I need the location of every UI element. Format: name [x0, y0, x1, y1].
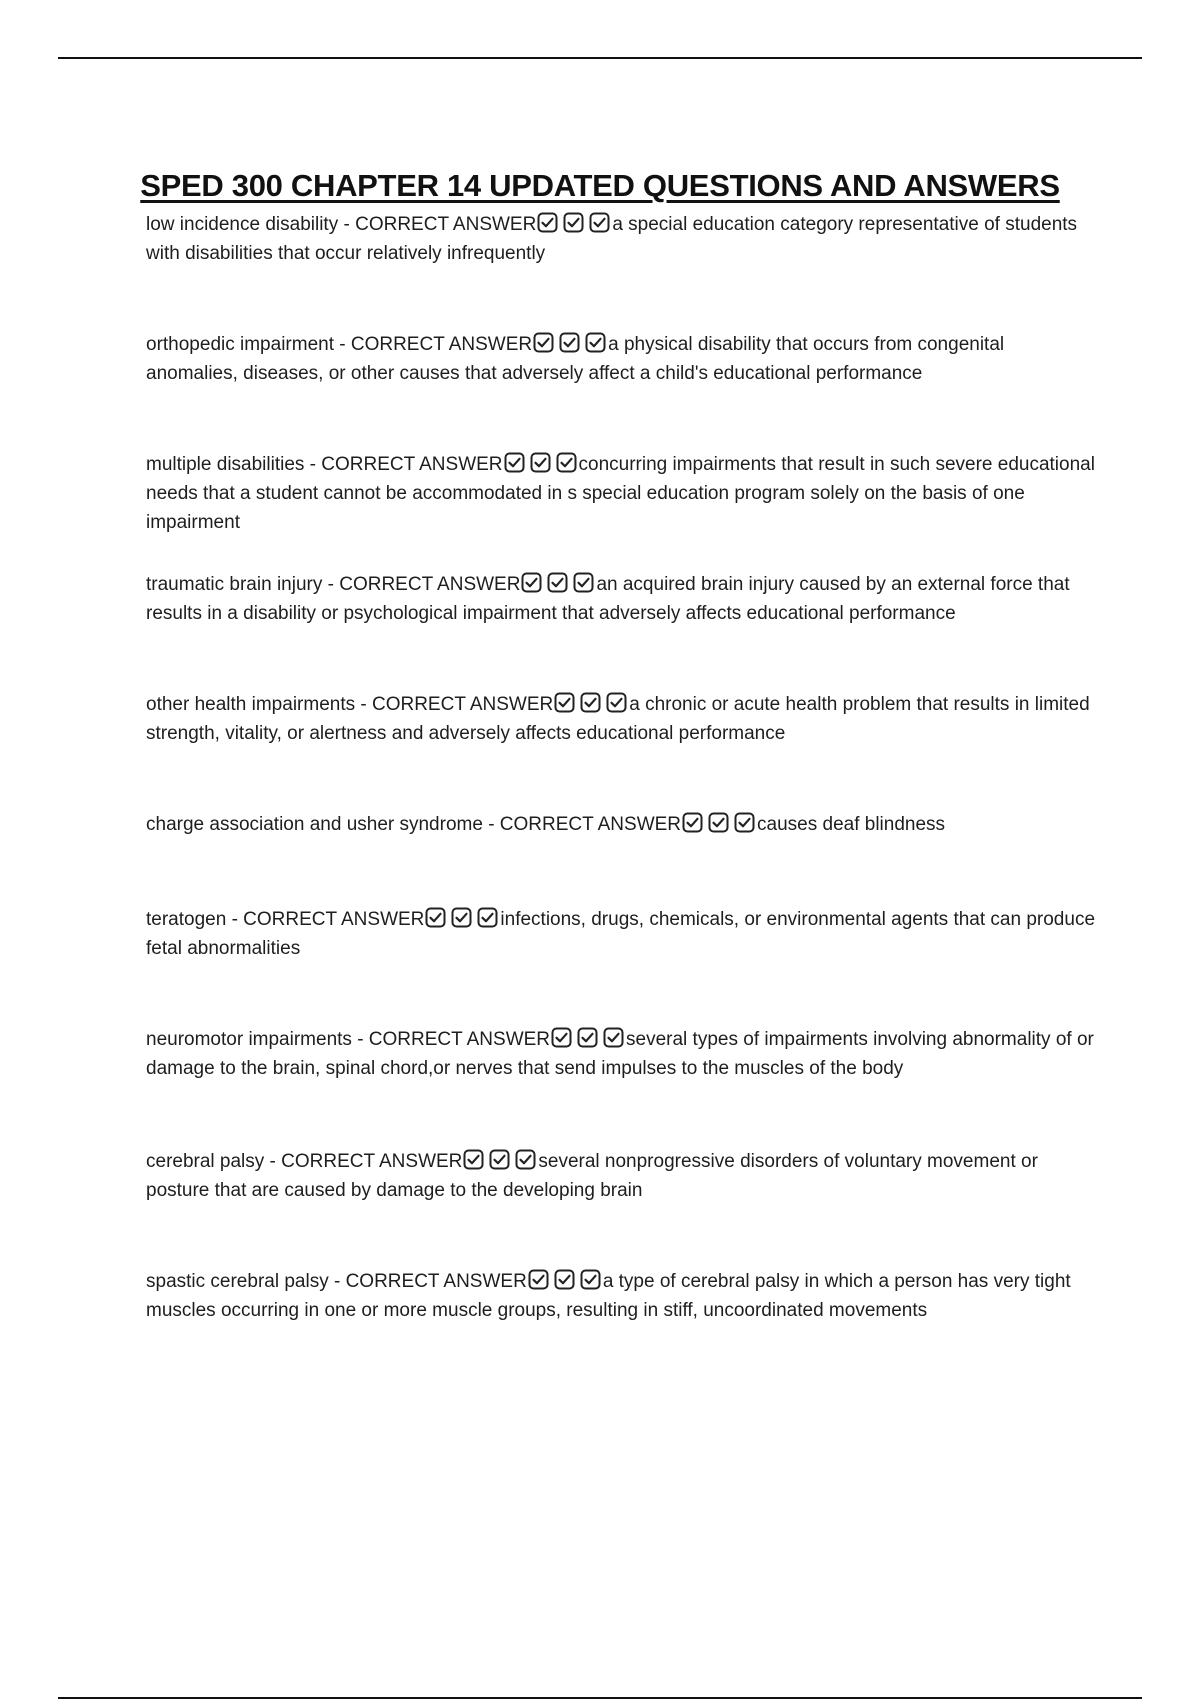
checkbox-checked-icon: [521, 572, 542, 593]
qa-item: [146, 450, 1096, 537]
top-rule: [58, 57, 1142, 59]
answer-label: - CORRECT ANSWER: [355, 694, 554, 715]
check-marks: [554, 692, 627, 713]
checkbox-checked-icon: [556, 452, 577, 473]
qa-list: [146, 210, 1096, 1325]
checkbox-checked-icon: [425, 907, 446, 928]
qa-item: [146, 905, 1096, 963]
answer-label: - CORRECT ANSWER: [304, 454, 503, 475]
qa-item: [146, 1147, 1096, 1205]
term: low incidence disability: [146, 214, 339, 235]
checkbox-checked-icon: [528, 1269, 549, 1290]
term: traumatic brain injury: [146, 574, 323, 595]
check-marks: [425, 907, 498, 928]
answer: infections, drugs, chemicals, or environmental agents that can produce fetal abnormalities: [146, 909, 1096, 959]
check-marks: [537, 212, 610, 233]
check-marks: [521, 572, 594, 593]
checkbox-checked-icon: [734, 812, 755, 833]
checkbox-checked-icon: [551, 1027, 572, 1048]
checkbox-checked-icon: [580, 692, 601, 713]
term: spastic cerebral palsy: [146, 1271, 329, 1292]
checkbox-checked-icon: [606, 692, 627, 713]
term: cerebral palsy: [146, 1151, 265, 1172]
qa-item: [146, 210, 1096, 268]
answer: several types of impairments involving abnormality of or damage to the brain, spinal chord,or nerves that send impulses to the muscles of the body: [146, 1029, 1094, 1079]
qa-item: [146, 570, 1096, 628]
checkbox-checked-icon: [585, 332, 606, 353]
qa-item: [146, 330, 1096, 388]
checkbox-checked-icon: [477, 907, 498, 928]
bottom-rule: [58, 1697, 1142, 1699]
answer: an acquired brain injury caused by an external force that results in a disability or psychological impairment that adversely affects educational performance: [146, 574, 1070, 624]
answer: causes deaf blindness: [757, 814, 946, 835]
checkbox-checked-icon: [463, 1149, 484, 1170]
checkbox-checked-icon: [451, 907, 472, 928]
answer: a type of cerebral palsy in which a person has very tight muscles occurring in one or more muscle groups, resulting in stiff, uncoordinated movements: [146, 1271, 1071, 1321]
checkbox-checked-icon: [573, 572, 594, 593]
checkbox-checked-icon: [547, 572, 568, 593]
check-marks: [551, 1027, 624, 1048]
answer: a chronic or acute health problem that results in limited strength, vitality, or alertness and adversely affects educational performance: [146, 694, 1090, 744]
checkbox-checked-icon: [682, 812, 703, 833]
checkbox-checked-icon: [515, 1149, 536, 1170]
answer-label: - CORRECT ANSWER: [264, 1151, 463, 1172]
term: teratogen: [146, 909, 227, 930]
answer: concurring impairments that result in such severe educational needs that a student cannot be accommodated in s special education program solely on the basis of one impairment: [146, 454, 1095, 533]
checkbox-checked-icon: [530, 452, 551, 473]
answer-label: - CORRECT ANSWER: [338, 214, 537, 235]
term: charge association and usher syndrome: [146, 814, 483, 835]
checkbox-checked-icon: [554, 1269, 575, 1290]
term: orthopedic impairment: [146, 334, 334, 355]
answer-label: - CORRECT ANSWER: [226, 909, 425, 930]
checkbox-checked-icon: [533, 332, 554, 353]
answer-label: - CORRECT ANSWER: [328, 1271, 527, 1292]
checkbox-checked-icon: [577, 1027, 598, 1048]
term: other health impairments: [146, 694, 356, 715]
checkbox-checked-icon: [603, 1027, 624, 1048]
checkbox-checked-icon: [563, 212, 584, 233]
term: neuromotor impairments: [146, 1029, 352, 1050]
qa-item: [146, 810, 1096, 839]
check-marks: [504, 452, 577, 473]
page-title: SPED 300 CHAPTER 14 UPDATED QUESTIONS AND ANSWERS: [140, 167, 1060, 203]
checkbox-checked-icon: [708, 812, 729, 833]
answer: a physical disability that occurs from congenital anomalies, diseases, or other causes that adversely affect a child's educational performance: [146, 334, 1005, 384]
answer-label: - CORRECT ANSWER: [482, 814, 682, 835]
answer-label: - CORRECT ANSWER: [351, 1029, 551, 1050]
checkbox-checked-icon: [559, 332, 580, 353]
term: multiple disabilities: [146, 454, 305, 475]
checkbox-checked-icon: [554, 692, 575, 713]
qa-item: [146, 1267, 1096, 1325]
answer-label: - CORRECT ANSWER: [333, 334, 533, 355]
checkbox-checked-icon: [580, 1269, 601, 1290]
check-marks: [682, 812, 755, 833]
checkbox-checked-icon: [589, 212, 610, 233]
checkbox-checked-icon: [489, 1149, 510, 1170]
answer: several nonprogressive disorders of voluntary movement or posture that are caused by damage to the developing brain: [146, 1151, 1038, 1201]
check-marks: [463, 1149, 536, 1170]
answer: a special education category representative of students with disabilities that occur relatively infrequently: [146, 214, 1078, 264]
qa-item: [146, 1025, 1096, 1083]
qa-item: [146, 690, 1096, 748]
check-marks: [533, 332, 606, 353]
checkbox-checked-icon: [504, 452, 525, 473]
checkbox-checked-icon: [537, 212, 558, 233]
check-marks: [528, 1269, 601, 1290]
answer-label: - CORRECT ANSWER: [322, 574, 521, 595]
